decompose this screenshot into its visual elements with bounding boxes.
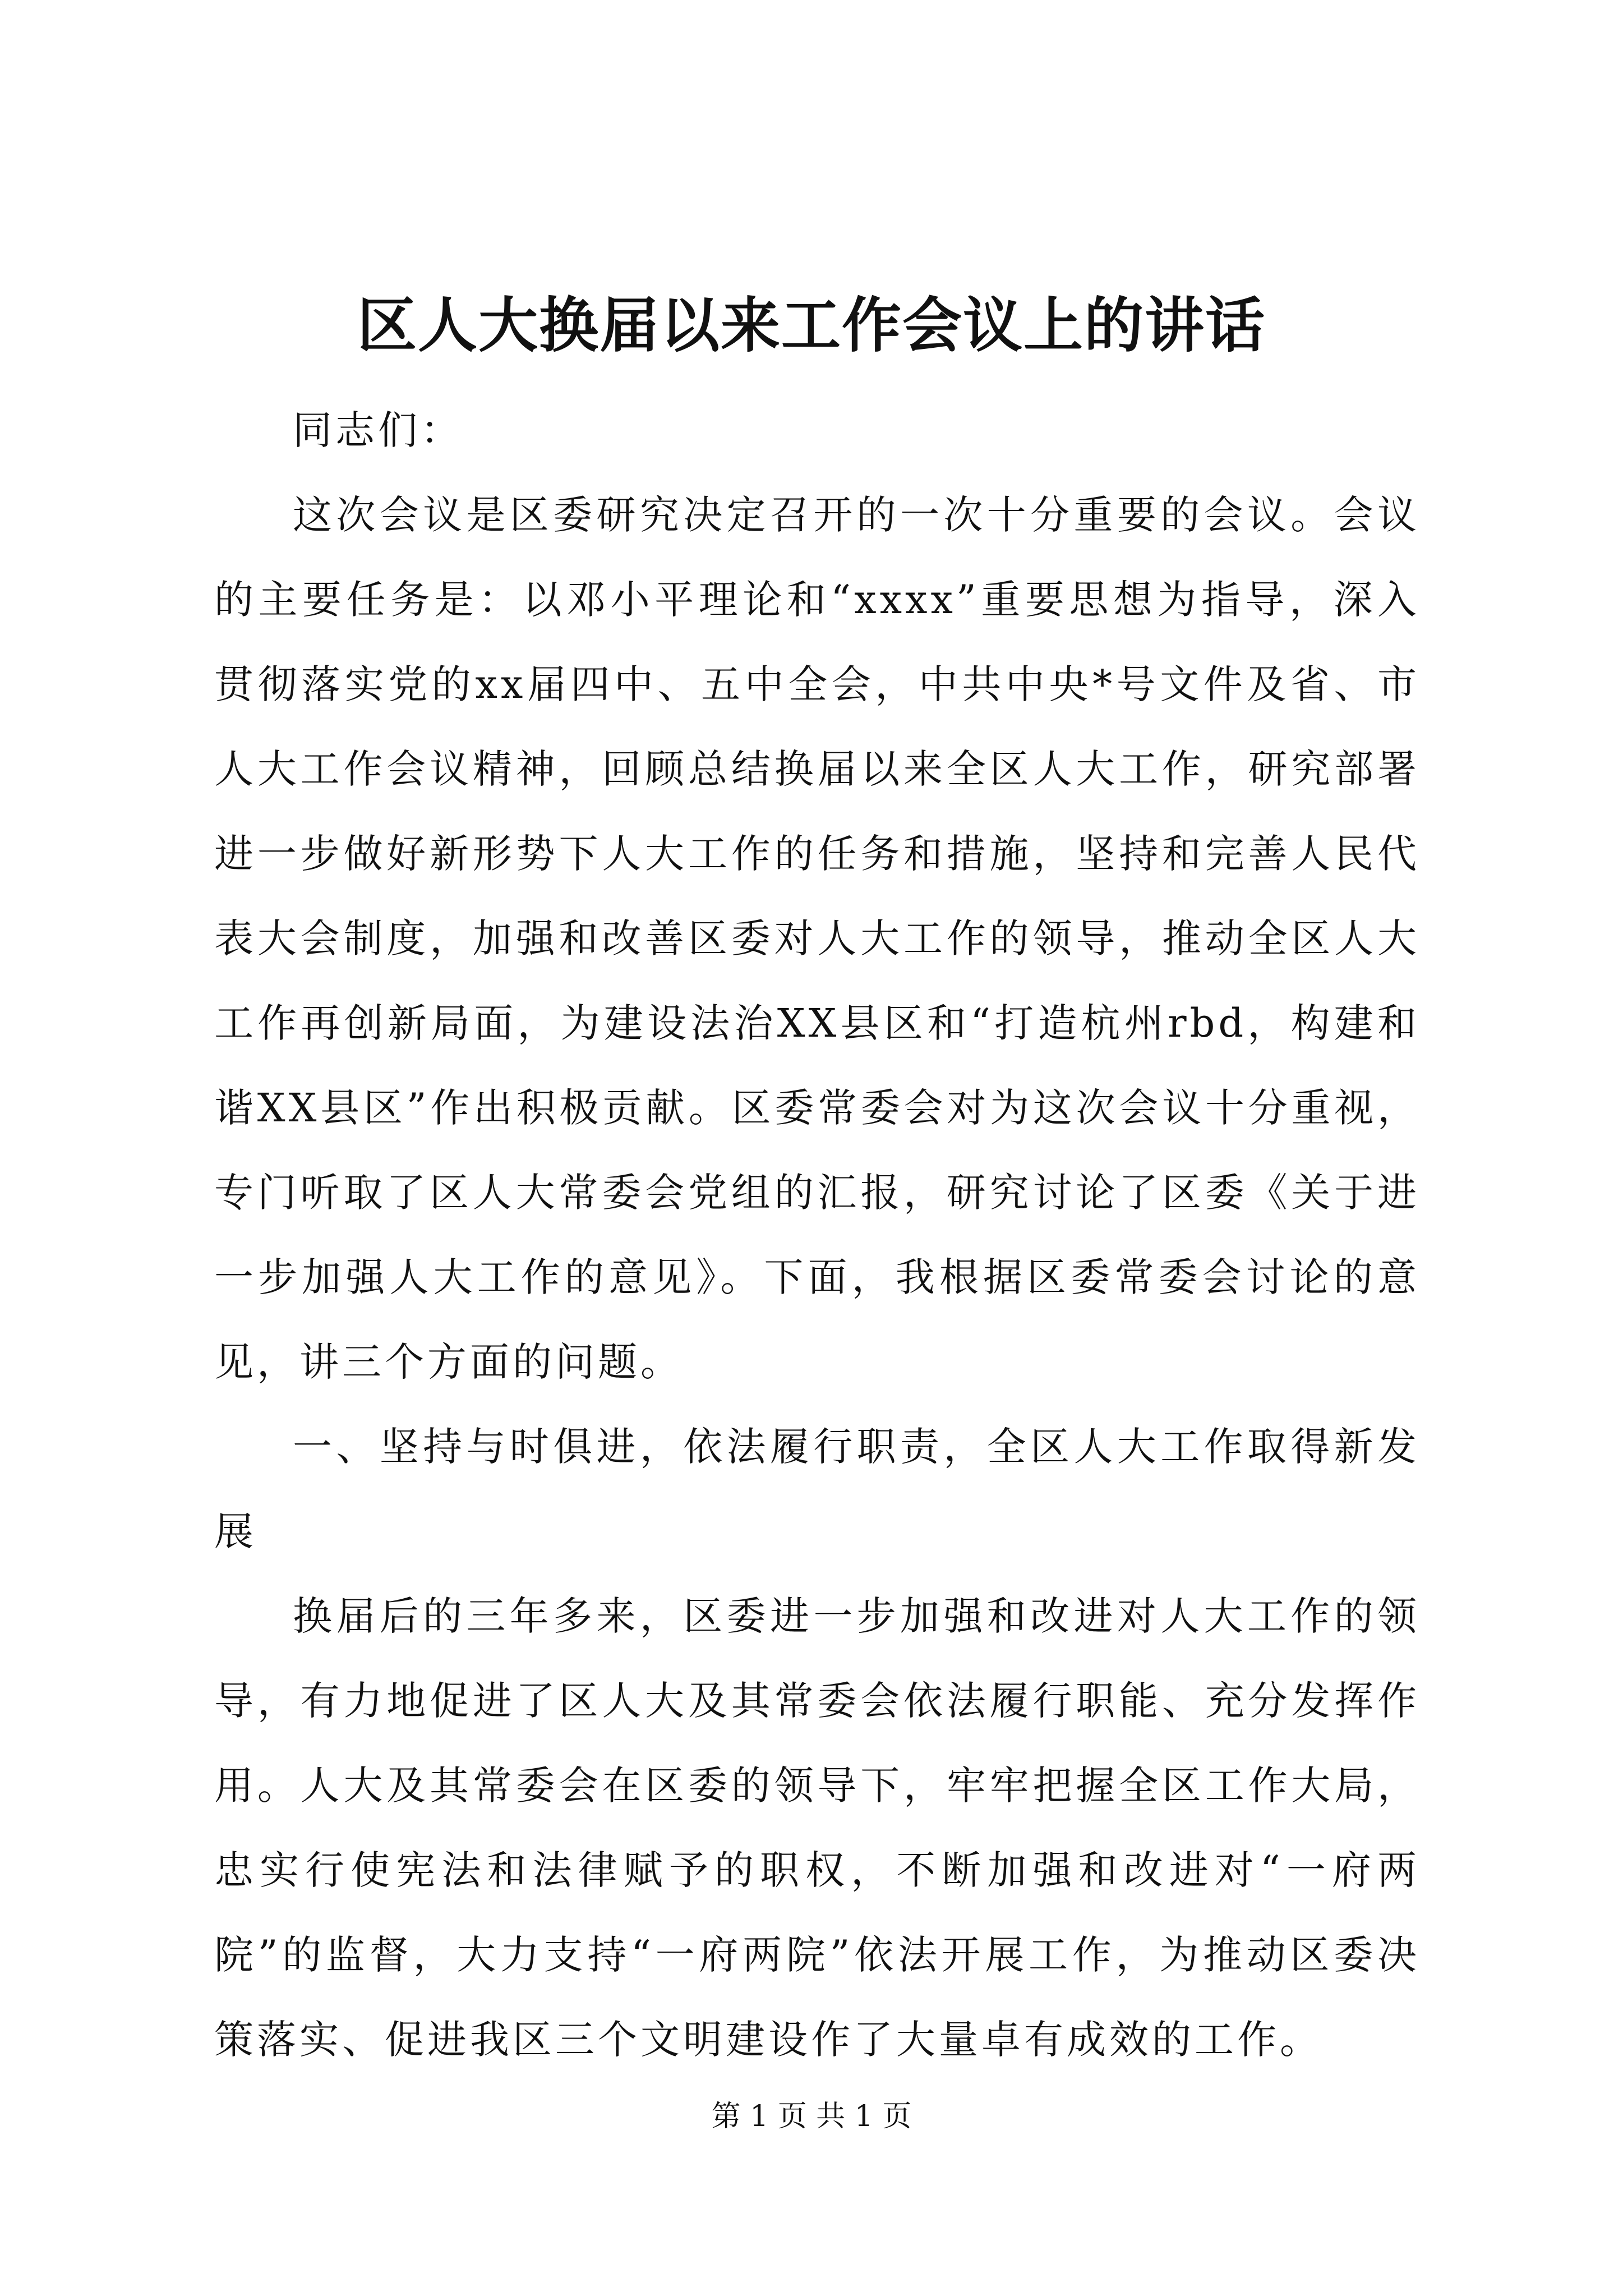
salutation-paragraph: 同志们： bbox=[293, 407, 463, 453]
intro-paragraph: 这次会议是区委研究决定召开的一次十分重要的会议。会议的主要任务是：以邓小平理论和“xxxx”重要思想为指导，深入贯彻落实党的xx届四中、五中全会，中共中央*号文件及省、市人大工作会议精神，回顾总结换届以来全区人大工作，研究部署进一步做好新形势下人大工作的任务和措施，坚持和完善人民代表大会制度，加强和改善区委对人大工作的领导，推动全区人大工作再创新局面，为建设法治XX县区和“打造杭州rbd，构建和谐XX县区”作出积极贡献。区委常委会对为这次会议十分重视，专门听取了区人大常委会党组的汇报，研究讨论了区委《关于进一步加强人大工作的意见》。下面，我根据区委常委会讨论的意见，讲三个方面的问题。 bbox=[214, 492, 1420, 1385]
document-body bbox=[214, 388, 1420, 2082]
body-paragraph: 换届后的三年多来，区委进一步加强和改进对人大工作的领导，有力地促进了区人大及其常委会依法履行职能、充分发挥作用。人大及其常委会在区委的领导下，牢牢把握全区工作大局，忠实行使宪法和法律赋予的职权，不断加强和改进对“一府两院”的监督，大力支持“一府两院”依法开展工作，为推动区委决策落实、促进我区三个文明建设作了大量卓有成效的工作。 bbox=[214, 1593, 1420, 2063]
page-number-footer: 第 1 页 共 1 页 bbox=[711, 2100, 912, 2133]
section-heading: 一、坚持与时俱进，依法履行职责，全区人大工作取得新发展 bbox=[214, 1424, 1420, 1554]
page-title: 区人大换届以来工作会议上的讲话 bbox=[357, 290, 1266, 360]
